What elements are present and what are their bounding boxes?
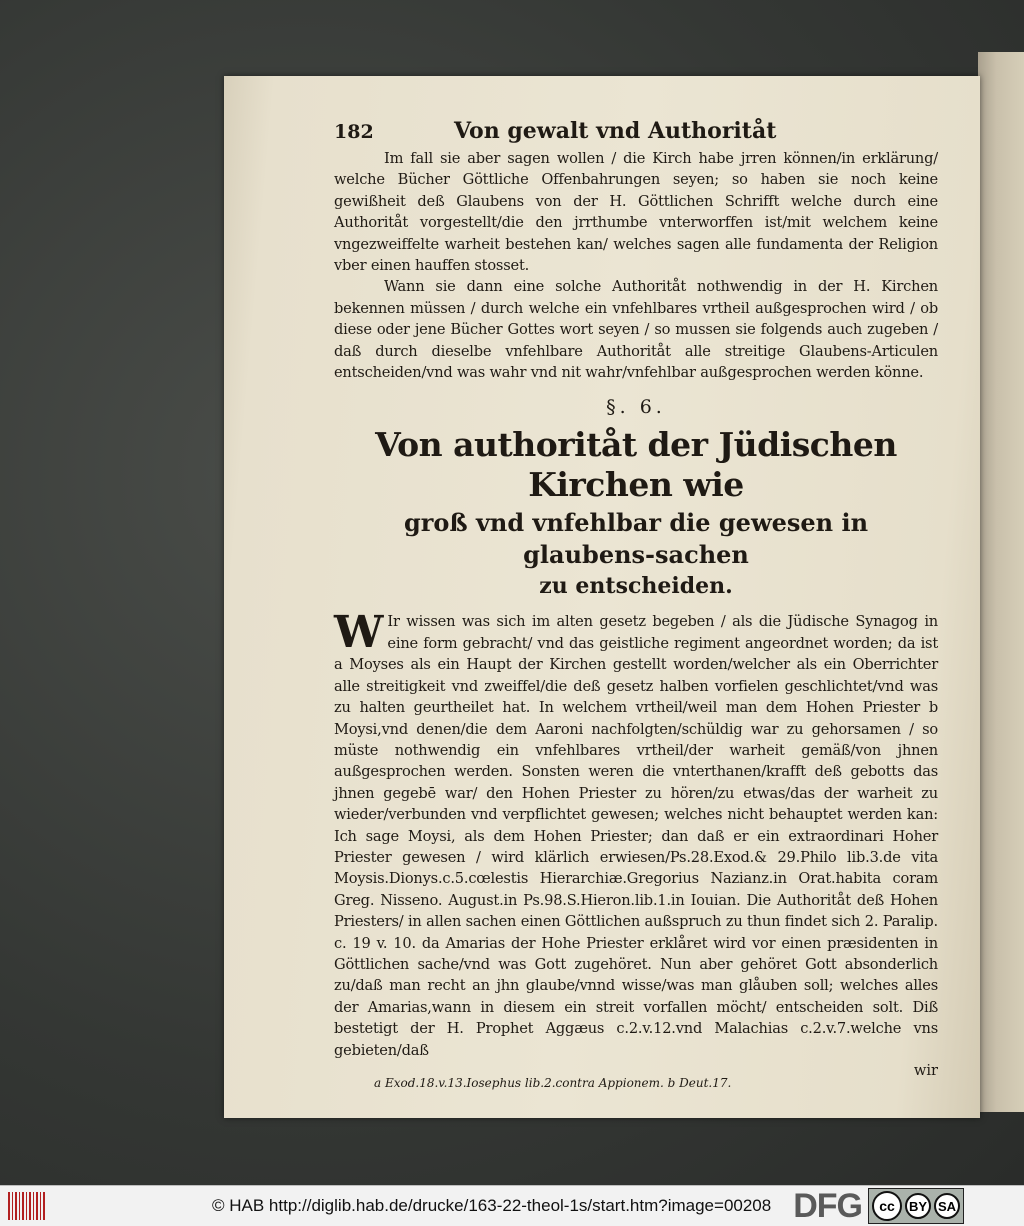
- drop-cap: W: [334, 607, 384, 659]
- sa-icon: SA: [934, 1193, 960, 1219]
- paragraph-3: Ir wissen was sich im alten gesetz begeben / als die Jüdische Synagog in eine form gebracht/ vnd das geistliche regiment angeordnet worden; da ist a Moyses als ein Haupt der Kirchen gestellt worden/welcher als ein Oberrichter alle streitigkeit vnd zweiffel/die deß gesetz halben vorfielen geschlichtet/vnd was zu halten geurtheilet hat. In welchem vrtheil/weil man dem Hohen Priester b Moysi,vnd denen/die dem Aaroni nachfolgten/schüldig war zu gehorsamen / so müste nothwendig ein vnfehlbares vrtheil/der warheit gemäß/von jhnen außgesprochen werden. Sonsten weren die vnterthanen/krafft deß gebotts das jhnen gegebē war/ den Hohen Priester zu hören/zu etwas/das der warheit zu wieder/verbunden vnd verpflichtet gewesen; welches nicht behauptet werden kan: Ich sage Moysi, als dem Hohen Priester; dan daß er ein extraordinari Hoher Priester gewesen / wird klärlich erwiesen/Ps.28.Exod.& 29.Philo lib.3.de vita Moysis.Dionys.c.5.cœlestis Hierarchiæ.Gregorius Nazianz.in Orat.habita coram Greg. Nisseno. August.in Ps.98.S.Hieron.lib.1.in Iouian. Die Authoritåt deß Hohen Priesters/ in allen sachen einen Göttlichen außspruch zu thun findet sich 2. Paralip. c. 19 v. 10. da Amarias der Hohe Priester erklåret wird vor einen præsidenten in Göttlichen sache/vnd was Gott zugehöret. Nun aber gehöret Gott absonderlich zu/daß man recht an jhn glaube/vnnd wisse/was man glåuben soll; welches alles der Amarias,wann in diesem ein streit vorfallen möcht/ entscheiden solt. Diß bestetigt der H. Prophet Aggæus c.2.v.12.vnd Malachias c.2.v.7.welche vns gebieten/daß: [334, 613, 938, 1059]
- source-url[interactable]: © HAB http://diglib.hab.de/drucke/163-22-theol-1s/start.htm?image=00208: [212, 1196, 772, 1215]
- chapter-heading-line-3: zu entscheiden.: [539, 573, 733, 600]
- dfg-logo[interactable]: DFG: [793, 1186, 862, 1225]
- running-title: Von gewalt vnd Authoritåt: [454, 118, 777, 144]
- chapter-heading-line-2: groß vnd vnfehlbar die gewesen in glaubens-sachen: [403, 508, 869, 570]
- cc-icon: cc: [872, 1191, 902, 1221]
- barcode-icon: [8, 1192, 46, 1220]
- page-text-block: [334, 118, 938, 1081]
- paragraph-3-container: [334, 607, 938, 1061]
- paragraph-1: Im fall sie aber sagen wollen / die Kirch habe jrren können/in erklärung/ welche Bücher Göttliche Offenbahrungen seyen; so haben sie noch keine gewißheit deß Glaubens von der H. Göttlichen Schrifft welche durch eine Authoritåt vorgestellt/die den jrrthumbe vnterworffen ist/mit welchem keine vngezweiffelte warheit bestehen kan/ welches sagen alle fundamenta der Religion vber einen hauffen stosset.: [334, 150, 938, 275]
- adjacent-page-edge: [978, 52, 1024, 1112]
- page-number: 182: [334, 121, 374, 143]
- footnote: a Exod.18.v.13.Iosephus lib.2.contra Appionem. b Deut.17.: [374, 1076, 732, 1090]
- paragraph-2: Wann sie dann eine solche Authoritåt nothwendig in der H. Kirchen bekennen müssen / durch welche ein vnfehlbares vrtheil außgesprochen wird / ob diese oder jene Bücher Gottes wort seyen / so mussen sie folgends auch zugeben / daß durch dieselbe vnfehlbare Authoritåt alle streitige Glaubens-Articulen entscheiden/vnd was wahr vnd nit wahr/vnfehlbar außgesprochen werden könne.: [334, 278, 938, 382]
- running-head: [334, 118, 938, 148]
- catchword: wir: [913, 1062, 938, 1079]
- by-icon: BY: [905, 1193, 931, 1219]
- book-page: [224, 76, 980, 1118]
- section-mark: §. 6.: [606, 396, 666, 419]
- footer-bar: [0, 1185, 1024, 1226]
- creative-commons-badge[interactable]: [868, 1188, 964, 1224]
- chapter-heading-line-1: Von authoritåt der Jüdischen Kirchen wie: [375, 425, 897, 505]
